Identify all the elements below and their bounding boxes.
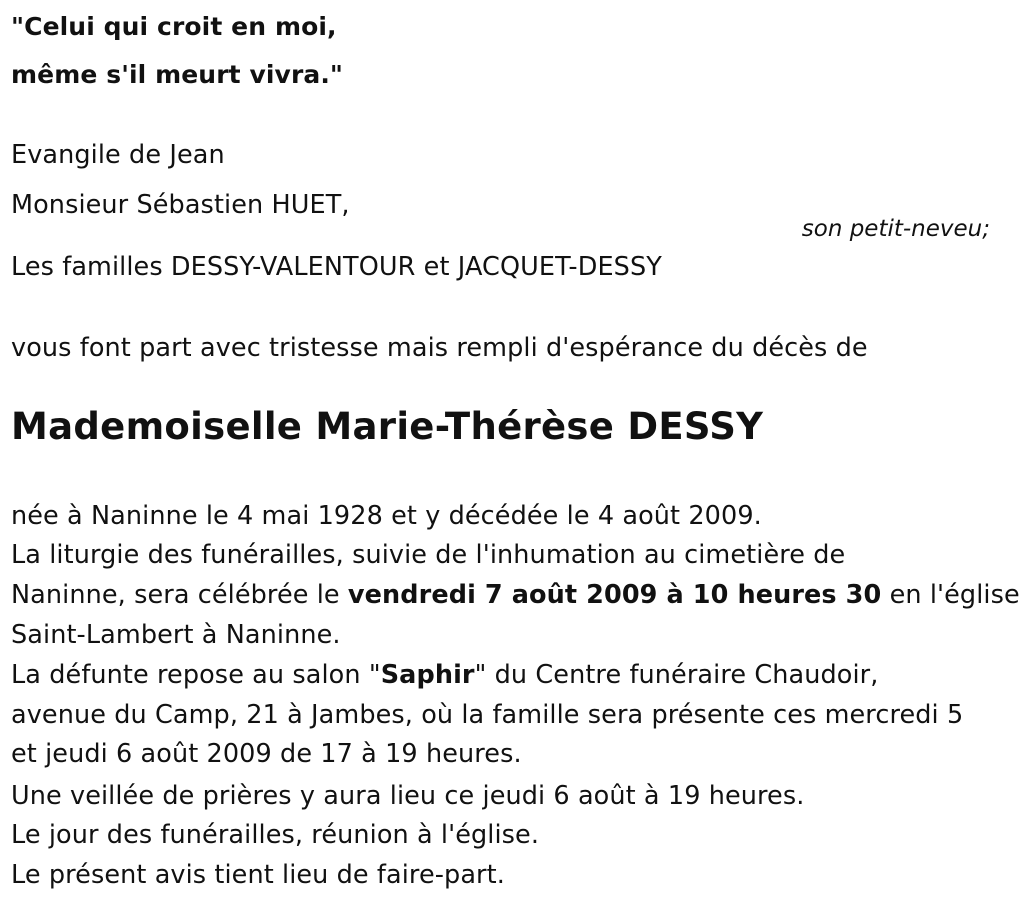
liturgy-line-2 <box>11 578 1020 612</box>
quote-line-2: même s'il meurt vivra." <box>11 60 344 89</box>
salon-name: Saphir <box>380 660 475 690</box>
intro-text: vous font part avec tristesse mais rempli d'espérance du décès de <box>11 333 868 363</box>
deceased-name: Mademoiselle Marie-Thérèse DESSY <box>11 405 764 448</box>
notice-line: Le présent avis tient lieu de faire-part. <box>11 860 505 890</box>
address-line: avenue du Camp, 21 à Jambes, où la famille sera présente ces mercredi 5 <box>11 700 964 730</box>
rest-line <box>11 658 878 692</box>
liturgy-line-3: Saint-Lambert à Naninne. <box>11 620 341 650</box>
quote-source: Evangile de Jean <box>11 140 225 170</box>
liturgy-line-1: La liturgie des funérailles, suivie de l'inhumation au cimetière de <box>11 540 846 570</box>
liturgy-line-2-end: en l'église <box>881 580 1020 610</box>
birth-death-line: née à Naninne le 4 mai 1928 et y décédée le 4 août 2009. <box>11 501 762 531</box>
rest-line-end: " du Centre funéraire Chaudoir, <box>474 660 879 690</box>
vigil-line: Une veillée de prières y aura lieu ce jeudi 6 août à 19 heures. <box>11 781 805 811</box>
liturgy-line-2-start: Naninne, sera célébrée le <box>11 580 348 610</box>
visit-line: et jeudi 6 août 2009 de 17 à 19 heures. <box>11 739 522 769</box>
meeting-line: Le jour des funérailles, réunion à l'église. <box>11 820 540 850</box>
announcer-relation: son petit-neveu; <box>801 216 990 242</box>
rest-line-start: La défunte repose au salon " <box>11 660 381 690</box>
announcer-person: Monsieur Sébastien HUET, <box>11 190 350 220</box>
liturgy-date: vendredi 7 août 2009 à 10 heures 30 <box>347 580 882 610</box>
quote-line-1: "Celui qui croit en moi, <box>11 12 337 41</box>
announcer-families: Les familles DESSY-VALENTOUR et JACQUET-DESSY <box>11 252 662 282</box>
